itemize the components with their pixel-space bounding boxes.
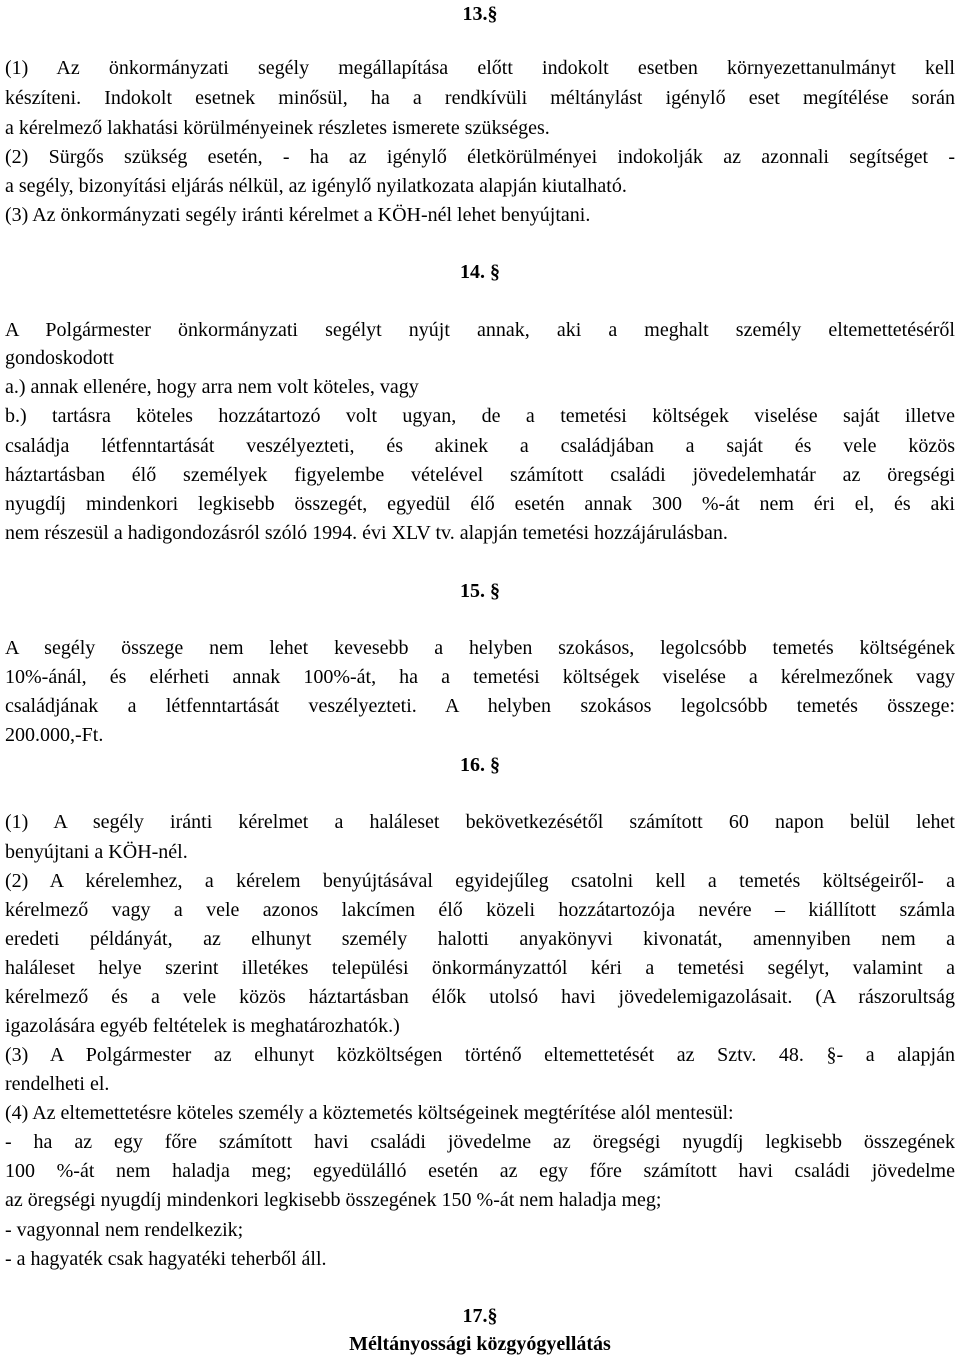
section-heading: 15. § — [460, 580, 500, 602]
text-line: a kérelmező lakhatási körülményeinek részletes ismerete szükséges. — [5, 117, 550, 139]
text-line: a segély, bizonyítási eljárás nélkül, az igénylő nyilatkozata alapján kiutalható. — [5, 175, 627, 197]
text-line: - a hagyaték csak hagyatéki teherből áll. — [5, 1248, 327, 1270]
text-line: családjának a létfenntartását veszélyezteti. A helyben szokásos legolcsóbb temetés összege: — [5, 695, 955, 717]
text-line: - ha az egy főre számított havi családi jövedelme az öregségi nyugdíj legkisebb összegének — [5, 1131, 955, 1153]
text-line: rendelheti el. — [5, 1073, 110, 1095]
text-line: (4) Az eltemettetésre köteles személy a köztemetés költségeinek megtérítése alól mentesül: — [5, 1102, 734, 1124]
section-heading: 14. § — [460, 261, 500, 283]
text-line: kérelmező és a vele közös háztartásban élők utolsó havi jövedelemigazolásait. (A rászorultság — [5, 986, 955, 1008]
text-line: (2) Sürgős szükség esetén, - ha az igénylő életkörülményei indokolják az azonnali segítséget - — [5, 146, 955, 168]
text-line: haláleset helye szerint illetékes települési önkormányzattól kéri a temetési segélyt, valamint a — [5, 957, 955, 979]
text-line: A Polgármester önkormányzati segélyt nyújt annak, aki a meghalt személy eltemettetéséről — [5, 319, 955, 341]
text-line: A segély összege nem lehet kevesebb a helyben szokásos, legolcsóbb temetés költségének — [5, 637, 955, 659]
text-line: az öregségi nyugdíj mindenkori legkisebb összegének 150 %-át nem haladja meg; — [5, 1189, 662, 1211]
text-line: nyugdíj mindenkori legkisebb összegét, egyedül élő esetén annak 300 %-át nem éri el, és aki — [5, 493, 955, 515]
section-heading: 13.§ — [462, 3, 498, 25]
text-line: (2) A kérelemhez, a kérelem benyújtásával egyidejűleg csatolni kell a temetés költségeiről- a — [5, 870, 955, 892]
text-line: gondoskodott — [5, 347, 114, 369]
section-heading: 17.§ — [462, 1305, 498, 1327]
text-line: készíteni. Indokolt esetnek minősül, ha a rendkívüli méltánylást igénylő eset megítélése során — [5, 87, 955, 109]
text-line: igazolására egyéb feltételek is meghatározhatók.) — [5, 1015, 400, 1037]
text-line: családja létfenntartását veszélyezteti, és akinek a családjában a saját és vele közös — [5, 435, 955, 457]
text-line: kérelmező vagy a vele azonos lakcímen élő közeli hozzátartozója nevére – kiállított számla — [5, 899, 955, 921]
text-line: (3) A Polgármester az elhunyt közköltségen történő eltemettetését az Sztv. 48. §- a alapján — [5, 1044, 955, 1066]
text-line: - vagyonnal nem rendelkezik; — [5, 1219, 244, 1241]
text-line: eredeti példányát, az elhunyt személy halotti anyakönyvi kivonatát, amennyiben nem a — [5, 928, 955, 950]
section-heading: 16. § — [460, 754, 500, 776]
text-line: a.) annak ellenére, hogy arra nem volt köteles, vagy — [5, 376, 419, 398]
text-line: nem részesül a hadigondozásról szóló 1994. évi XLV tv. alapján temetési hozzájárulásban. — [5, 522, 728, 544]
text-line: (1) Az önkormányzati segély megállapítása előtt indokolt esetben környezettanulmányt kell — [5, 57, 955, 79]
text-line: háztartásban élő személyek figyelembe vételével számított családi jövedelemhatár az öregségi — [5, 464, 955, 486]
text-line: (3) Az önkormányzati segély iránti kérelmet a KÖH-nél lehet benyújtani. — [5, 204, 591, 226]
text-line: b.) tartásra köteles hozzátartozó volt ugyan, de a temetési költségek viselése saját illetve — [5, 405, 955, 427]
text-line: 100 %-át nem haladja meg; egyedülálló esetén az egy főre számított havi családi jövedelme — [5, 1160, 955, 1182]
text-line: (1) A segély iránti kérelmet a haláleset bekövetkezésétől számított 60 napon belül lehet — [5, 811, 955, 833]
section-heading: Méltányossági közgyógyellátás — [349, 1333, 611, 1355]
text-line: 10%-ánál, és elérheti annak 100%-át, ha a temetési költségek viselése a kérelmezőnek vagy — [5, 666, 955, 688]
text-line: benyújtani a KÖH-nél. — [5, 841, 188, 863]
text-line: 200.000,-Ft. — [5, 724, 104, 746]
